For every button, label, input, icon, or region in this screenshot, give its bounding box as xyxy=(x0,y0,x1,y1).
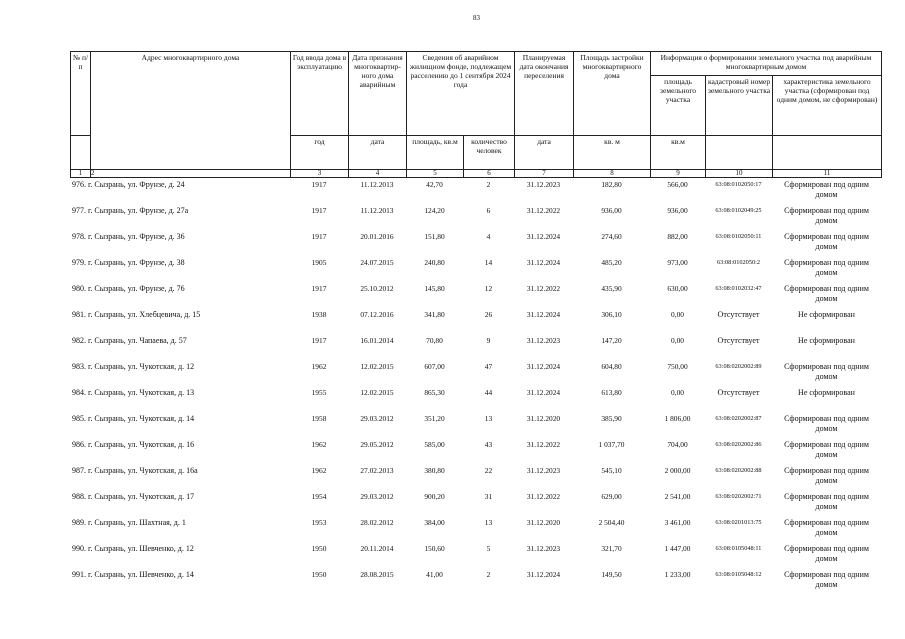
header-fund-info: Сведения об аварийном жилищном фонде, подлежащем расселению до 1 сентября 2024 года xyxy=(407,52,515,136)
row-planned: 31.12.2024 xyxy=(526,310,561,319)
row-planned: 31.12.2023 xyxy=(526,466,561,475)
row-people: 9 xyxy=(486,336,491,345)
row-land-area: 973,00 xyxy=(667,258,688,267)
row-cadastral: 63:08:0102050:11 xyxy=(715,233,762,240)
row-address xyxy=(70,544,290,570)
header-land-char: характеристика земельного участка (сформирован под одним домом, не сформирован) xyxy=(773,76,882,136)
row-year: 1950 xyxy=(311,570,327,579)
row-people: 2 xyxy=(486,570,491,579)
row-planned: 31.12.2020 xyxy=(526,518,561,527)
col-number: 1 xyxy=(71,170,91,178)
row-year: 1962 xyxy=(311,466,327,475)
row-address-text: г. Сызрань, ул. Чукотская, д. 16а xyxy=(88,466,198,475)
row-address-text: г. Сызрань, ул. Чукотская, д. 13 xyxy=(88,388,195,397)
row-status: Сформирован под одним домом xyxy=(784,362,869,381)
row-area: 150,60 xyxy=(424,544,445,553)
row-year: 1917 xyxy=(311,232,327,241)
row-land-area: 1 233,00 xyxy=(664,570,691,579)
row-cadastral: 63:08:0102049:25 xyxy=(715,207,762,214)
row-land-area: 566,00 xyxy=(667,180,688,189)
row-area: 70,80 xyxy=(426,336,443,345)
row-year: 1917 xyxy=(311,284,327,293)
header-unit-date2: дата xyxy=(515,136,574,170)
row-year: 1917 xyxy=(311,336,327,345)
page-number: 83 xyxy=(473,14,480,22)
table-row xyxy=(70,570,881,596)
row-year: 1938 xyxy=(311,310,327,319)
row-built: 613,80 xyxy=(601,388,622,397)
row-year: 1950 xyxy=(311,544,327,553)
row-people: 13 xyxy=(484,518,493,527)
row-number: 991. xyxy=(72,570,86,579)
row-area: 380,80 xyxy=(424,466,445,475)
row-built: 545,10 xyxy=(601,466,622,475)
row-planned: 31.12.2022 xyxy=(526,206,561,215)
row-status: Сформирован под одним домом xyxy=(784,414,869,433)
row-cadastral: 63:08:0105048:12 xyxy=(715,571,762,578)
table-row xyxy=(70,206,881,232)
header-unit-blank xyxy=(71,136,91,170)
row-cadastral: 63:08:0202002:88 xyxy=(715,467,762,474)
row-status: Сформирован под одним домом xyxy=(784,258,869,277)
row-people: 13 xyxy=(484,414,493,423)
row-date: 11.12.2013 xyxy=(360,180,394,189)
row-year: 1954 xyxy=(311,492,327,501)
row-number: 981. xyxy=(72,310,86,319)
header-unit-blank3 xyxy=(773,136,882,170)
row-cadastral: Отсутствует xyxy=(717,310,760,319)
header-cadastral: кадастровый номер земельного участка xyxy=(706,76,773,136)
row-people: 14 xyxy=(484,258,493,267)
row-area: 900,20 xyxy=(424,492,445,501)
row-built: 629,00 xyxy=(601,492,622,501)
header-land-info: Информация о формировании земельного участка под аварийным многоквартирным домом xyxy=(651,52,882,76)
row-number: 990. xyxy=(72,544,86,553)
row-address xyxy=(70,466,290,492)
row-people: 44 xyxy=(484,388,493,397)
row-address xyxy=(70,492,290,518)
col-number: 11 xyxy=(773,170,882,178)
row-date: 24.07.2015 xyxy=(360,258,394,267)
row-address-text: г. Сызрань, ул. Хлебцевича, д. 15 xyxy=(88,310,201,319)
row-year: 1958 xyxy=(311,414,327,423)
row-number: 987. xyxy=(72,466,86,475)
row-year: 1953 xyxy=(311,518,327,527)
row-planned: 31.12.2023 xyxy=(526,180,561,189)
row-address xyxy=(70,440,290,466)
row-date: 07.12.2016 xyxy=(360,310,394,319)
row-people: 22 xyxy=(484,466,493,475)
table-row xyxy=(70,336,881,362)
col-number: 5 xyxy=(407,170,464,178)
row-built: 306,10 xyxy=(601,310,622,319)
row-people: 2 xyxy=(486,180,491,189)
row-number: 986. xyxy=(72,440,86,449)
table-row xyxy=(70,362,881,388)
col-number: 2 xyxy=(91,170,291,178)
row-planned: 31.12.2024 xyxy=(526,362,561,371)
col-number: 6 xyxy=(464,170,515,178)
row-land-area: 936,00 xyxy=(667,206,688,215)
row-planned: 31.12.2023 xyxy=(526,336,561,345)
table-row xyxy=(70,310,881,336)
row-land-area: 704,00 xyxy=(667,440,688,449)
row-land-area: 882,00 xyxy=(667,232,688,241)
row-built: 485,20 xyxy=(601,258,622,267)
row-land-area: 630,00 xyxy=(667,284,688,293)
row-area: 151,80 xyxy=(424,232,445,241)
row-land-area: 1 806,00 xyxy=(664,414,691,423)
row-planned: 31.12.2022 xyxy=(526,440,561,449)
table-row xyxy=(70,258,881,284)
row-date: 12.02.2015 xyxy=(360,388,394,397)
row-address-text: г. Сызрань, ул. Фрунзе, д. 76 xyxy=(88,284,185,293)
row-date: 16.01.2014 xyxy=(360,336,394,345)
header-unit-people: количество человек xyxy=(464,136,515,170)
row-area: 124,20 xyxy=(424,206,445,215)
header-num: № п/п xyxy=(71,52,91,136)
row-cadastral: 63:08:0102050:17 xyxy=(715,181,762,188)
row-built: 1 037,70 xyxy=(598,440,625,449)
row-status: Сформирован под одним домом xyxy=(784,544,869,563)
row-land-area: 750,00 xyxy=(667,362,688,371)
row-people: 5 xyxy=(486,544,491,553)
row-cadastral: 63:08:0105048:11 xyxy=(715,545,762,552)
table-row xyxy=(70,544,881,570)
col-number: 4 xyxy=(349,170,407,178)
row-land-area: 0,00 xyxy=(671,388,684,397)
header-land-area: площадь земельного участка xyxy=(651,76,706,136)
row-number: 988. xyxy=(72,492,86,501)
row-address-text: г. Сызрань, ул. Фрунзе, д. 27а xyxy=(88,206,189,215)
row-status: Сформирован под одним домом xyxy=(784,440,869,459)
row-date: 28.02.2012 xyxy=(360,518,394,527)
row-number: 979. xyxy=(72,258,86,267)
table-row xyxy=(70,388,881,414)
row-built: 435,90 xyxy=(601,284,622,293)
row-land-area: 2 000,00 xyxy=(664,466,691,475)
row-date: 11.12.2013 xyxy=(360,206,394,215)
row-people: 12 xyxy=(484,284,493,293)
row-area: 240,80 xyxy=(424,258,445,267)
row-cadastral: 63:08:0202002:87 xyxy=(715,415,762,422)
row-planned: 31.12.2022 xyxy=(526,492,561,501)
row-address-text: г. Сызрань, ул. Чукотская, д. 12 xyxy=(88,362,195,371)
col-number: 9 xyxy=(651,170,706,178)
header-year: Год ввода дома в эксплуатацию xyxy=(291,52,349,136)
row-status: Не сформирован xyxy=(798,310,855,319)
row-area: 384,00 xyxy=(424,518,445,527)
row-area: 607,00 xyxy=(424,362,445,371)
row-number: 977. xyxy=(72,206,86,215)
row-status: Сформирован под одним домом xyxy=(784,570,869,589)
row-built: 2 504,40 xyxy=(598,518,625,527)
col-number: 3 xyxy=(291,170,349,178)
row-land-area: 2 541,00 xyxy=(664,492,691,501)
row-address xyxy=(70,180,290,206)
row-people: 6 xyxy=(486,206,491,215)
row-status: Сформирован под одним домом xyxy=(784,284,869,303)
table-row xyxy=(70,466,881,492)
row-land-area: 0,00 xyxy=(671,310,684,319)
header-emergency-date: Дата признания многоквартир-ного дома аварийным xyxy=(349,52,407,136)
row-built: 385,90 xyxy=(601,414,622,423)
row-area: 145,80 xyxy=(424,284,445,293)
row-status: Сформирован под одним домом xyxy=(784,466,869,485)
row-planned: 31.12.2024 xyxy=(526,258,561,267)
col-number: 8 xyxy=(574,170,651,178)
row-address-text: г. Сызрань, ул. Чапаева, д. 57 xyxy=(88,336,187,345)
row-cadastral: 63:08:0201013:75 xyxy=(715,519,762,526)
row-status: Не сформирован xyxy=(798,388,855,397)
row-planned: 31.12.2022 xyxy=(526,284,561,293)
row-year: 1962 xyxy=(311,440,327,449)
row-people: 26 xyxy=(484,310,493,319)
row-people: 47 xyxy=(484,362,493,371)
row-date: 12.02.2015 xyxy=(360,362,394,371)
row-cadastral: Отсутствует xyxy=(717,336,760,345)
row-planned: 31.12.2024 xyxy=(526,388,561,397)
table-header xyxy=(70,51,882,178)
table-row xyxy=(70,518,881,544)
col-number: 10 xyxy=(706,170,773,178)
table-row xyxy=(70,232,881,258)
row-year: 1955 xyxy=(311,388,327,397)
row-number: 985. xyxy=(72,414,86,423)
row-people: 31 xyxy=(484,492,493,501)
row-planned: 31.12.2024 xyxy=(526,570,561,579)
row-address-text: г. Сызрань, ул. Чукотская, д. 14 xyxy=(88,414,195,423)
row-area: 351,20 xyxy=(424,414,445,423)
row-year: 1962 xyxy=(311,362,327,371)
row-cadastral: 63:08:0102032:47 xyxy=(715,285,762,292)
row-address-text: г. Сызрань, ул. Фрунзе, д. 38 xyxy=(88,258,185,267)
table-row xyxy=(70,180,881,206)
row-built: 604,80 xyxy=(601,362,622,371)
row-area: 585,00 xyxy=(424,440,445,449)
row-built: 321,70 xyxy=(601,544,622,553)
row-year: 1917 xyxy=(311,180,327,189)
table-row xyxy=(70,492,881,518)
row-number: 976. xyxy=(72,180,86,189)
row-cadastral: 63:08:0102050:2 xyxy=(716,259,761,266)
header-unit-year: год xyxy=(291,136,349,170)
row-number: 983. xyxy=(72,362,86,371)
row-date: 25.10.2012 xyxy=(360,284,394,293)
row-built: 936,00 xyxy=(601,206,622,215)
row-built: 149,50 xyxy=(601,570,622,579)
row-status: Не сформирован xyxy=(798,336,855,345)
row-date: 29.05.2012 xyxy=(360,440,394,449)
row-year: 1917 xyxy=(311,206,327,215)
header-planned-date: Планируемая дата окончания переселения xyxy=(515,52,574,136)
row-status: Сформирован под одним домом xyxy=(784,492,869,511)
row-date: 29.03.2012 xyxy=(360,492,394,501)
row-cadastral: 63:08:0202002:71 xyxy=(715,493,762,500)
row-address-text: г. Сызрань, ул. Фрунзе, д. 24 xyxy=(88,180,185,189)
row-built: 182,80 xyxy=(601,180,622,189)
row-address-text: г. Сызрань, ул. Чукотская, д. 16 xyxy=(88,440,195,449)
row-address xyxy=(70,388,290,414)
row-people: 43 xyxy=(484,440,493,449)
row-number: 989. xyxy=(72,518,86,527)
row-status: Сформирован под одним домом xyxy=(784,180,869,199)
row-address xyxy=(70,206,290,232)
table-row xyxy=(70,440,881,466)
row-address xyxy=(70,518,290,544)
row-planned: 31.12.2023 xyxy=(526,544,561,553)
row-address xyxy=(70,232,290,258)
row-built: 147,20 xyxy=(601,336,622,345)
row-land-area: 3 461,00 xyxy=(664,518,691,527)
row-year: 1905 xyxy=(311,258,327,267)
row-number: 980. xyxy=(72,284,86,293)
header-built-area: Площадь застройки многоквартирного дома xyxy=(574,52,651,136)
row-address xyxy=(70,414,290,440)
row-planned: 31.12.2020 xyxy=(526,414,561,423)
data-table xyxy=(70,180,881,596)
header-unit-area: площадь, кв.м xyxy=(407,136,464,170)
col-number: 7 xyxy=(515,170,574,178)
row-planned: 31.12.2024 xyxy=(526,232,561,241)
row-land-area: 0,00 xyxy=(671,336,684,345)
row-address xyxy=(70,362,290,388)
row-address-text: г. Сызрань, ул. Чукотская, д. 17 xyxy=(88,492,195,501)
row-date: 20.01.2016 xyxy=(360,232,394,241)
row-land-area: 1 447,00 xyxy=(664,544,691,553)
header-unit-date: дата xyxy=(349,136,407,170)
row-cadastral: 63:08:0202002:89 xyxy=(715,363,762,370)
row-status: Сформирован под одним домом xyxy=(784,518,869,537)
row-date: 27.02.2013 xyxy=(360,466,394,475)
row-address xyxy=(70,284,290,310)
row-number: 984. xyxy=(72,388,86,397)
row-people: 4 xyxy=(486,232,491,241)
row-address xyxy=(70,310,290,336)
row-area: 42,70 xyxy=(426,180,443,189)
row-address xyxy=(70,570,290,596)
row-cadastral: 63:08:0202002:86 xyxy=(715,441,762,448)
row-area: 41,00 xyxy=(426,570,443,579)
row-address xyxy=(70,258,290,284)
row-date: 20.11.2014 xyxy=(360,544,394,553)
row-area: 865,30 xyxy=(424,388,445,397)
row-date: 28.08.2015 xyxy=(360,570,394,579)
table-row xyxy=(70,284,881,310)
row-status: Сформирован под одним домом xyxy=(784,206,869,225)
row-number: 982. xyxy=(72,336,86,345)
header-unit-sqm: кв. м xyxy=(574,136,651,170)
row-built: 274,60 xyxy=(601,232,622,241)
header-address: Адрес многоквартирного дома xyxy=(91,52,291,170)
row-address-text: г. Сызрань, ул. Шевченко, д. 12 xyxy=(88,544,194,553)
row-area: 341,80 xyxy=(424,310,445,319)
row-number: 978. xyxy=(72,232,86,241)
row-address-text: г. Сызрань, ул. Шахтная, д. 1 xyxy=(88,518,186,527)
row-address-text: г. Сызрань, ул. Шевченко, д. 14 xyxy=(88,570,194,579)
row-address xyxy=(70,336,290,362)
row-status: Сформирован под одним домом xyxy=(784,232,869,251)
table-row xyxy=(70,414,881,440)
row-address-text: г. Сызрань, ул. Фрунзе, д. 36 xyxy=(88,232,185,241)
header-unit-sqm2: кв.м xyxy=(651,136,706,170)
header-unit-blank2 xyxy=(706,136,773,170)
row-date: 29.03.2012 xyxy=(360,414,394,423)
row-cadastral: Отсутствует xyxy=(717,388,760,397)
